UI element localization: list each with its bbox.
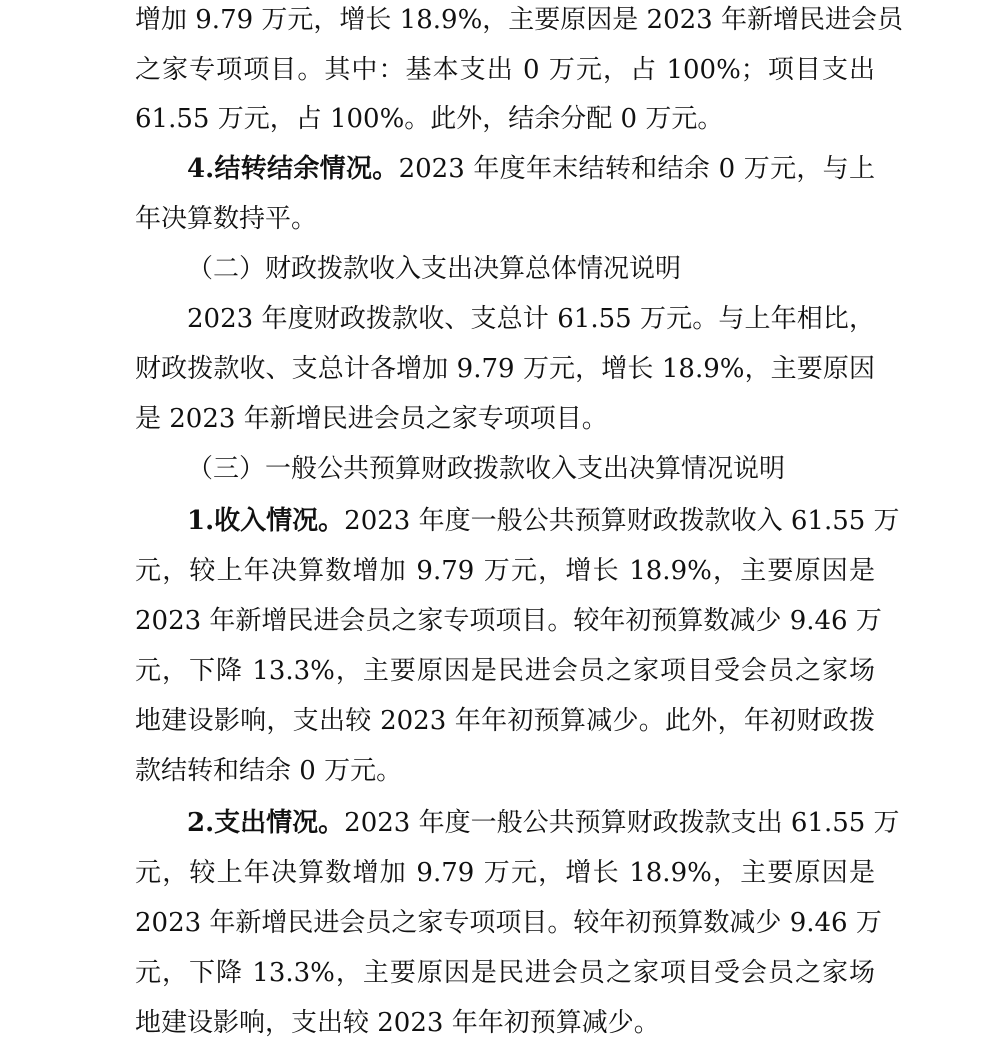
text-line: 地建设影响，支出较 2023 年年初预算减少。 <box>135 1008 660 1038</box>
text-line: 2023 年新增民进会员之家专项项目。较年初预算数减少 9.46 万 <box>135 606 882 636</box>
text-line: 2023 年度财政拨款收、支总计 61.55 万元。与上年相比， <box>187 304 875 334</box>
text-line: 财政拨款收、支总计各增加 9.79 万元，增长 18.9%，主要原因 <box>135 354 875 384</box>
section-heading: （三）一般公共预算财政拨款收入支出决算情况说明 <box>187 454 786 484</box>
section-heading-inline: 4.结转结余情况。 <box>187 154 399 184</box>
text-run: 2023 年度年末结转和结余 0 万元，与上 <box>398 154 875 184</box>
text-line: 是 2023 年新增民进会员之家专项项目。 <box>135 404 608 434</box>
paragraph-expenditure <box>187 805 900 841</box>
section-heading-inline: 2.支出情况。 <box>187 808 345 838</box>
paragraph-carryover-balance <box>187 151 875 187</box>
text-line: 元，较上年决算数增加 9.79 万元，增长 18.9%，主要原因是 <box>135 858 875 888</box>
text-line: 2023 年新增民进会员之家专项项目。较年初预算数减少 9.46 万 <box>135 908 882 938</box>
text-line: 增加 9.79 万元，增长 18.9%，主要原因是 2023 年新增民进会员 <box>135 5 903 35</box>
text-line: 年决算数持平。 <box>135 204 318 234</box>
text-run: 2023 年度一般公共预算财政拨款收入 61.55 万 <box>344 506 900 536</box>
section-heading: （二）财政拨款收入支出决算总体情况说明 <box>187 254 682 284</box>
text-line: 元，较上年决算数增加 9.79 万元，增长 18.9%，主要原因是 <box>135 556 875 586</box>
paragraph-income <box>187 503 900 539</box>
section-heading-inline: 1.收入情况。 <box>187 506 345 536</box>
text-line: 地建设影响，支出较 2023 年年初预算减少。此外，年初财政拨 <box>135 706 875 736</box>
text-line: 元，下降 13.3%，主要原因是民进会员之家项目受会员之家场 <box>135 958 875 988</box>
text-line: 款结转和结余 0 万元。 <box>135 756 403 786</box>
text-line: 61.55 万元，占 100%。此外，结余分配 0 万元。 <box>135 104 724 134</box>
text-line: 元，下降 13.3%，主要原因是民进会员之家项目受会员之家场 <box>135 656 875 686</box>
text-run: 2023 年度一般公共预算财政拨款支出 61.55 万 <box>344 808 900 838</box>
text-line: 之家专项项目。其中：基本支出 0 万元，占 100%；项目支出 <box>135 55 875 85</box>
